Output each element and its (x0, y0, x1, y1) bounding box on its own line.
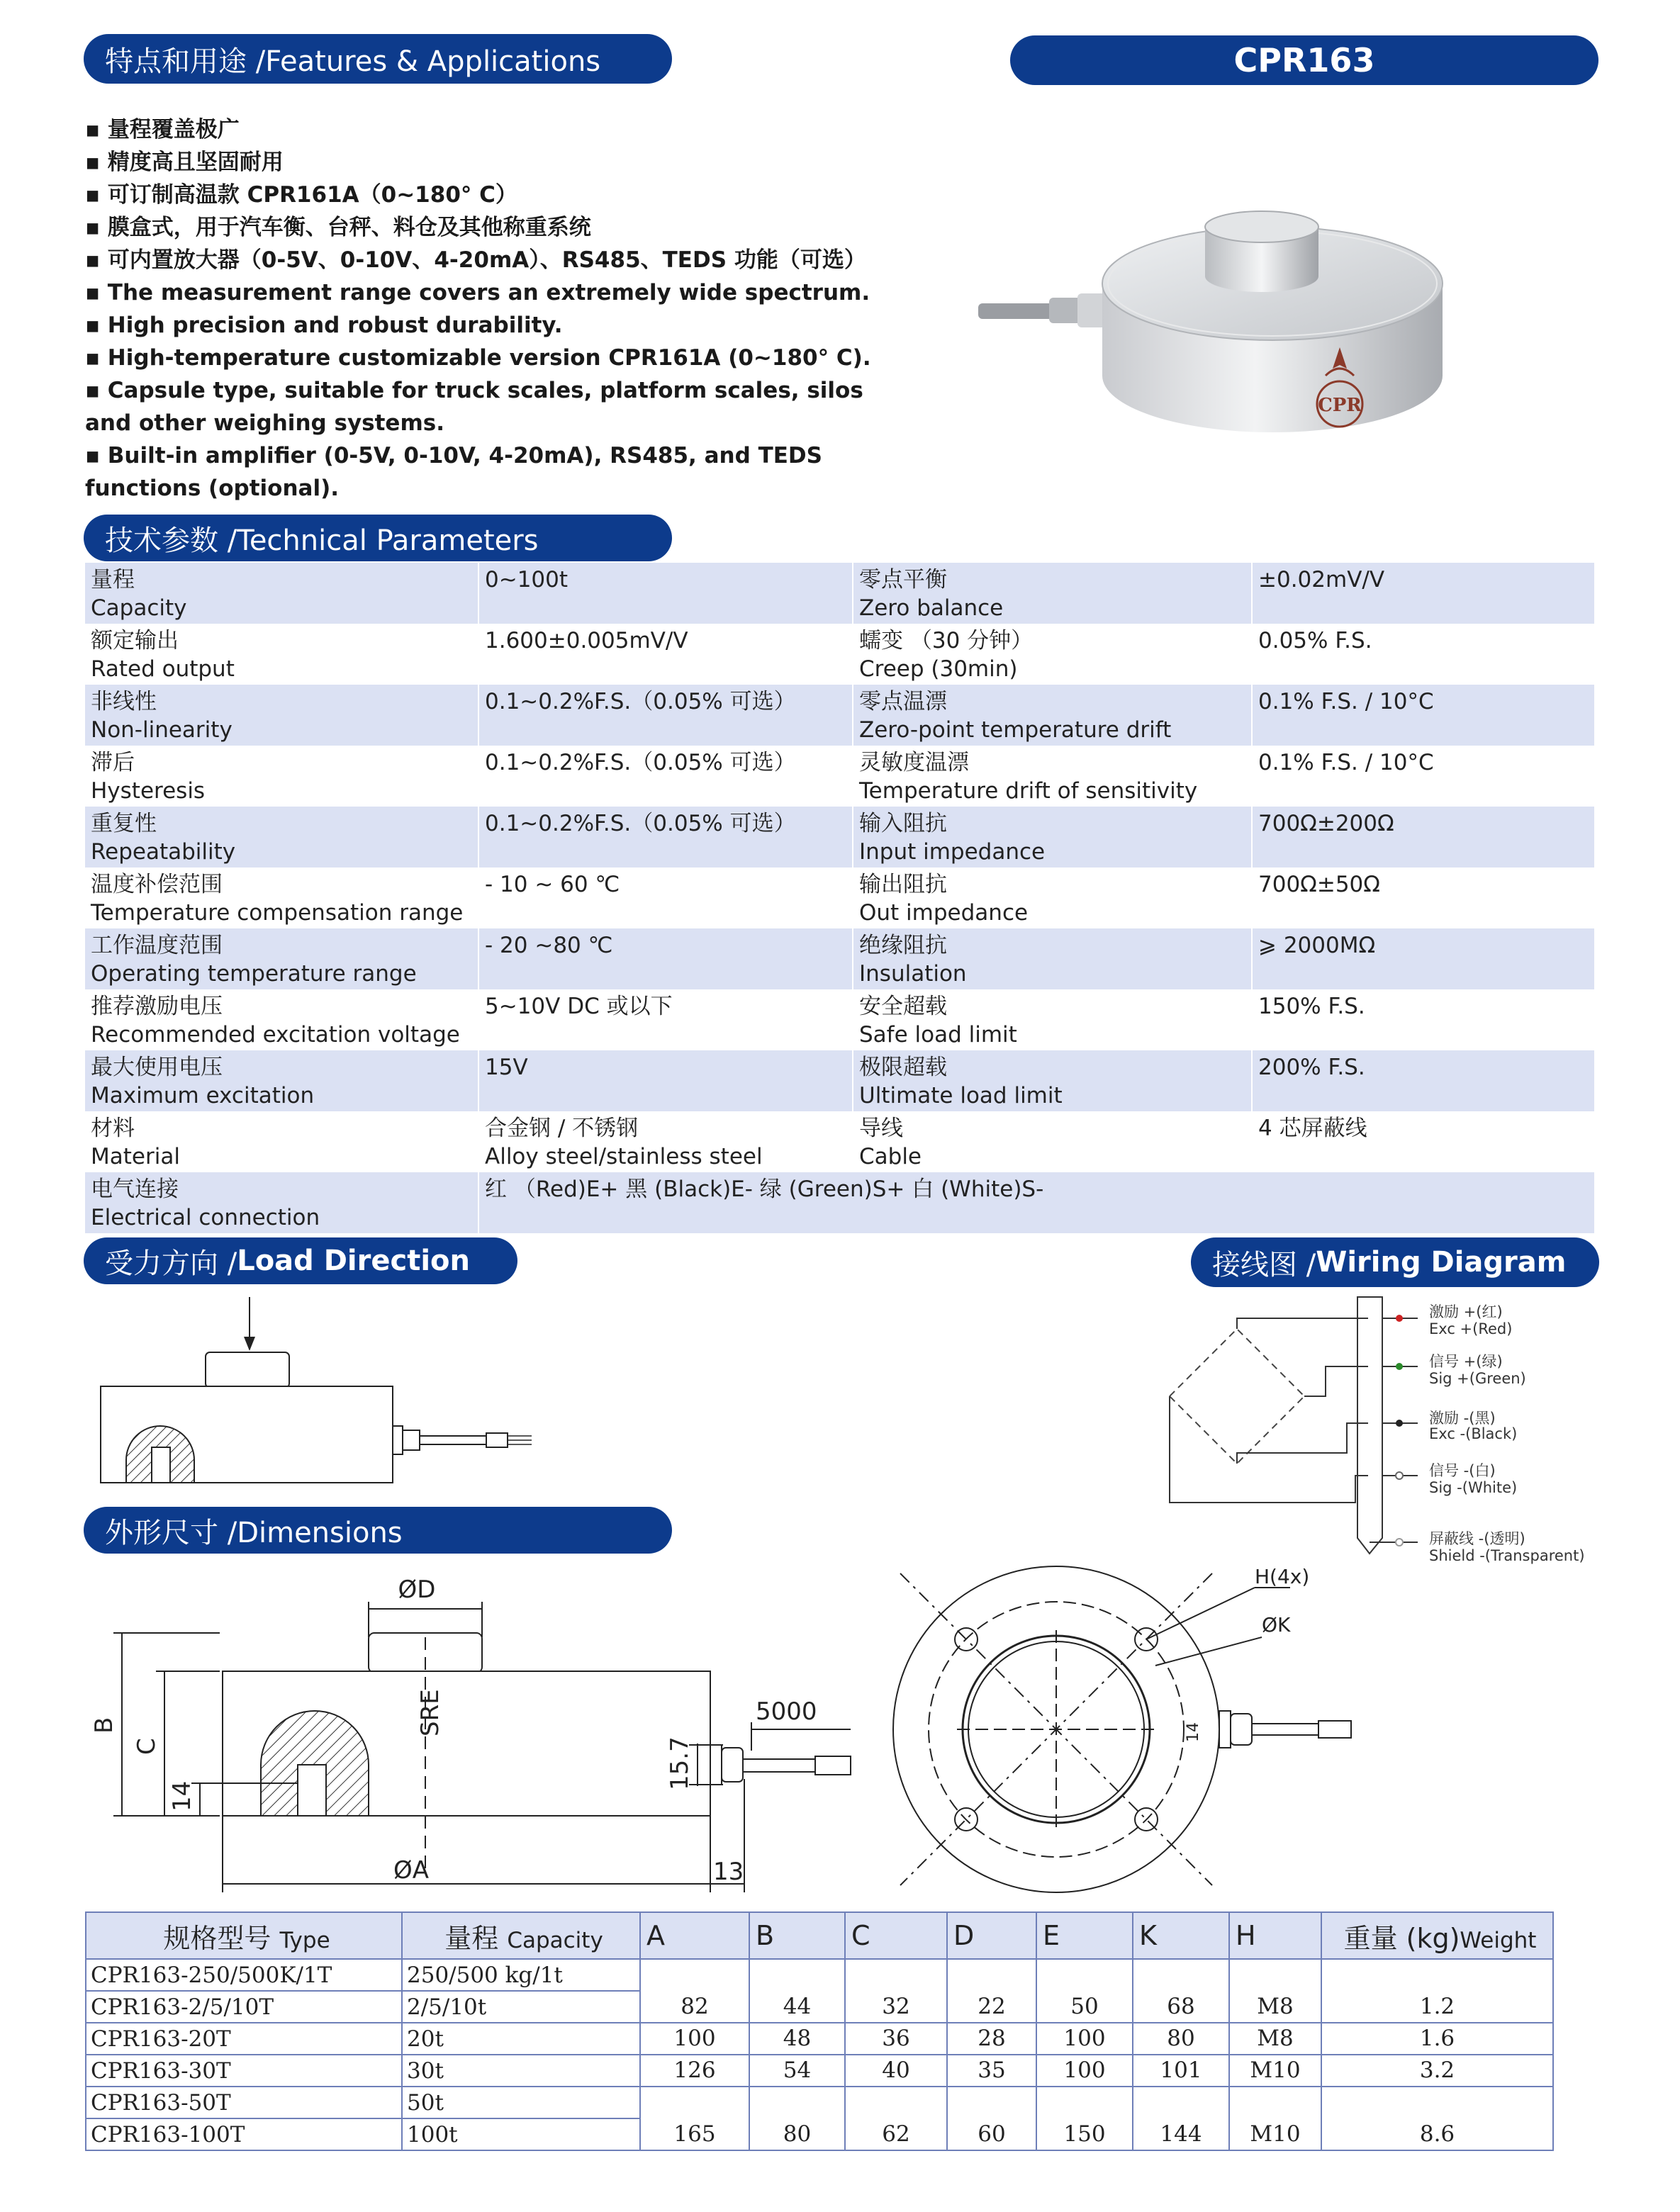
spec-cell-cap: 100t (402, 2118, 640, 2150)
th-k: K (1133, 1912, 1229, 1959)
param-name-en: Hysteresis (91, 778, 206, 804)
param-name-en: Non-linearity (91, 717, 233, 743)
dim-sre-label: SRE (416, 1689, 444, 1736)
tech-cell (853, 1050, 1252, 1111)
wire-label: 信号 -(白) (1429, 1462, 1496, 1479)
tech-cell (85, 989, 478, 1050)
param-value: 1.600±0.005mV/V (485, 628, 688, 653)
feature-item: ▪ 精度高且坚固耐用 (85, 150, 284, 175)
param-value: 700Ω±200Ω (1258, 811, 1394, 836)
param-name-cn: 极限超载 (859, 1055, 947, 1080)
product-photo (971, 198, 1453, 468)
wire-label: 屏蔽线 -(透明) (1429, 1530, 1525, 1547)
spec-cell-b: 44 (749, 1959, 845, 2023)
tech-cell (853, 624, 1252, 685)
wire-label: 激励 -(黑) (1429, 1410, 1496, 1427)
model-header (1010, 35, 1598, 85)
logo-text: CPR (1318, 395, 1362, 416)
spec-cell-type: CPR163-2/5/10T (86, 1991, 402, 2023)
spec-row (86, 2055, 1553, 2087)
tech-cell (478, 1172, 1595, 1233)
param-name-cn: 工作温度范围 (91, 933, 223, 958)
tech-cell (478, 868, 853, 928)
dim-hole-label: H(4x) (1255, 1565, 1310, 1588)
spec-cell-type: CPR163-30T (86, 2055, 402, 2087)
spec-cell-e: 50 (1036, 1959, 1133, 2023)
tech-cell (478, 807, 853, 868)
param-name-en: Ultimate load limit (859, 1083, 1063, 1108)
param-name-en: Recommended excitation voltage (91, 1022, 460, 1048)
tech-cell (85, 563, 478, 624)
tech-row (85, 1172, 1595, 1233)
tech-cell (1252, 807, 1595, 868)
spec-cell-b: 54 (749, 2055, 845, 2087)
feature-item: ▪ High precision and robust durability. (85, 313, 563, 338)
tech-row (85, 1111, 1595, 1172)
param-name-cn: 额定输出 (91, 628, 179, 653)
param-value: 5~10V DC 或以下 (485, 994, 673, 1019)
spec-cell-e: 100 (1036, 2023, 1133, 2055)
spec-cell-type: CPR163-20T (86, 2023, 402, 2055)
spec-cell-h: M8 (1229, 1959, 1321, 2023)
param-value: ⩾ 2000MΩ (1258, 933, 1376, 958)
spec-cell-b: 80 (749, 2087, 845, 2150)
tech-row (85, 868, 1595, 928)
param-value: 4 芯屏蔽线 (1258, 1116, 1367, 1141)
spec-cell-b: 48 (749, 2023, 845, 2055)
th-capacity: 量程 Capacity (402, 1912, 640, 1959)
spec-cell-c: 32 (845, 1959, 947, 2023)
th-c: C (845, 1912, 947, 1959)
dim-c-label: C (133, 1738, 161, 1755)
wiring-header (1191, 1237, 1599, 1287)
param-name-cn: 最大使用电压 (91, 1055, 223, 1080)
param-name-en: Safe load limit (859, 1022, 1017, 1048)
spec-table (85, 1911, 1554, 2151)
model-label: CPR163 (1233, 41, 1375, 79)
param-value: 合金钢 / 不锈钢 (485, 1116, 639, 1141)
wire-label: Exc -(Black) (1429, 1425, 1518, 1442)
param-name-cn: 温度补偿范围 (91, 872, 223, 897)
spec-cell-h: M10 (1229, 2087, 1321, 2150)
th-a: A (640, 1912, 749, 1959)
side-view-drawing (85, 1559, 865, 1899)
tech-row (85, 928, 1595, 989)
dim-cable-label: 5000 (756, 1697, 817, 1726)
param-name-cn: 灵敏度温漂 (859, 750, 969, 775)
spec-row (86, 1959, 1553, 1991)
param-name-en: Temperature drift of sensitivity (859, 778, 1198, 804)
feature-item: ▪ The measurement range covers an extremely wide spectrum. (85, 280, 870, 305)
wire-label: Sig +(Green) (1429, 1370, 1526, 1387)
spec-cell-a: 126 (640, 2055, 749, 2087)
param-value: 15V (485, 1055, 528, 1080)
feature-item: ▪ 可内置放大器（0-5V、0-10V、4-20mA）、RS485、TEDS 功能（可选） (85, 247, 866, 273)
load-cn-label: 受力方向 / (105, 1247, 237, 1280)
spec-cell-d: 22 (947, 1959, 1036, 2023)
wire-label: 信号 +(绿) (1429, 1353, 1503, 1370)
wire-label: 激励 +(红) (1429, 1303, 1503, 1320)
dim-k-label: ØK (1262, 1613, 1291, 1636)
spec-row (86, 2023, 1553, 2055)
spec-cell-k: 101 (1133, 2055, 1229, 2087)
tech-cell (853, 807, 1252, 868)
tech-cell (85, 928, 478, 989)
tech-cell (853, 928, 1252, 989)
feature-item: ▪ High-temperature customizable version CPR161A (0~180° C). (85, 345, 871, 371)
param-name-cn: 推荐激励电压 (91, 994, 223, 1019)
load-en-label: Load Direction (237, 1245, 470, 1277)
tech-cell (1252, 563, 1595, 624)
tech-cell (85, 624, 478, 685)
tech-cell (478, 1111, 853, 1172)
tech-cell (853, 989, 1252, 1050)
param-value: 0.1% F.S. / 10°C (1258, 750, 1434, 775)
param-value: 红 （Red)E+ 黑 (Black)E- 绿 (Green)S+ 白 (White)S- (485, 1177, 1044, 1202)
th-type: 规格型号 Type (86, 1912, 402, 1959)
tech-cell (1252, 868, 1595, 928)
load-direction-drawing (92, 1290, 546, 1495)
dim-r14-label: 14 (1185, 1722, 1202, 1742)
tech-row (85, 989, 1595, 1050)
spec-cell-k: 68 (1133, 1959, 1229, 2023)
param-name-en: Out impedance (859, 900, 1029, 926)
dim-a-label: ØA (393, 1856, 430, 1885)
dim-d-label: ØD (398, 1576, 436, 1604)
wire-label: Sig -(White) (1429, 1479, 1518, 1496)
tech-cell (85, 746, 478, 807)
spec-cell-type: CPR163-250/500K/1T (86, 1959, 402, 1991)
param-name-cn: 绝缘阻抗 (859, 933, 947, 958)
dimensions-header-label: 外形尺寸 /Dimensions (105, 1516, 403, 1549)
param-name-cn: 材料 (91, 1116, 135, 1141)
black-wire-dot (1396, 1420, 1403, 1427)
shield-wire-dot (1396, 1539, 1403, 1546)
spec-cell-h: M8 (1229, 2023, 1321, 2055)
features-header (84, 34, 672, 84)
spec-cell-c: 40 (845, 2055, 947, 2087)
tech-row (85, 685, 1595, 746)
spec-cell-a: 82 (640, 1959, 749, 2023)
param-value: 0.1~0.2%F.S.（0.05% 可选） (485, 811, 796, 836)
tech-cell (478, 685, 853, 746)
feature-item: ▪ Capsule type, suitable for truck scales, platform scales, silos and other weighing systems. (85, 378, 863, 436)
feature-item: ▪ Built-in amplifier (0-5V, 0-10V, 4-20mA), RS485, and TEDS functions (optional). (85, 443, 822, 501)
param-name-cn: 电气连接 (91, 1177, 179, 1202)
param-value: 0.1~0.2%F.S.（0.05% 可选） (485, 750, 796, 775)
spec-cell-cap: 50t (402, 2087, 640, 2118)
tech-cell (853, 563, 1252, 624)
tech-cell (1252, 746, 1595, 807)
white-wire-dot (1396, 1472, 1403, 1479)
dim-b-label: B (90, 1717, 118, 1734)
spec-cell-d: 60 (947, 2087, 1036, 2150)
param-value: 0.1% F.S. / 10°C (1258, 689, 1434, 714)
tech-cell (85, 1111, 478, 1172)
tech-cell (853, 685, 1252, 746)
tech-cell (478, 1050, 853, 1111)
wiring-en-label: Wiring Diagram (1316, 1246, 1567, 1279)
tech-cell (478, 563, 853, 624)
spec-cell-a: 100 (640, 2023, 749, 2055)
param-name-cn: 安全超载 (859, 994, 947, 1019)
spec-cell-cap: 20t (402, 2023, 640, 2055)
top-view-drawing (872, 1559, 1411, 1899)
spec-cell-a: 165 (640, 2087, 749, 2150)
th-e: E (1036, 1912, 1133, 1959)
tech-header (84, 515, 672, 561)
tech-cell (1252, 1111, 1595, 1172)
load-arrow-icon (244, 1297, 255, 1351)
wire-label: Shield -(Transparent) (1429, 1547, 1585, 1564)
param-name-en: Material (91, 1144, 180, 1169)
tech-row (85, 563, 1595, 624)
th-d: D (947, 1912, 1036, 1959)
tech-cell (1252, 624, 1595, 685)
th-weight: 重量 (kg)Weight (1321, 1912, 1553, 1959)
param-name-cn: 输出阻抗 (859, 872, 947, 897)
tech-row (85, 807, 1595, 868)
param-value: 200% F.S. (1258, 1055, 1365, 1080)
feature-item: ▪ 量程覆盖极广 (85, 117, 240, 142)
dim-14-label: 14 (168, 1780, 196, 1812)
feature-item: ▪ 可订制高温款 CPR161A（0~180° C） (85, 182, 517, 208)
param-name-cn: 导线 (859, 1116, 903, 1141)
tech-cell (85, 807, 478, 868)
param-name-en: Repeatability (91, 839, 236, 865)
tech-header-label: 技术参数 /Technical Parameters (105, 524, 539, 557)
param-name-en: Maximum excitation (91, 1083, 315, 1108)
tech-row (85, 624, 1595, 685)
param-name-en: Capacity (91, 595, 187, 621)
tech-row (85, 1050, 1595, 1111)
spec-cell-d: 35 (947, 2055, 1036, 2087)
param-name-en: Creep (30min) (859, 656, 1018, 682)
spec-cell-type: CPR163-50T (86, 2087, 402, 2118)
param-name-en: Electrical connection (91, 1205, 320, 1230)
spec-cell-cap: 250/500 kg/1t (402, 1959, 640, 1991)
param-name-cn: 非线性 (91, 689, 157, 714)
param-name-cn: 输入阻抗 (859, 811, 947, 836)
spec-cell-e: 150 (1036, 2087, 1133, 2150)
load-direction-header (84, 1237, 517, 1284)
spec-cell-k: 144 (1133, 2087, 1229, 2150)
param-value: - 10 ~ 60 ℃ (485, 872, 620, 897)
spec-cell-cap: 2/5/10t (402, 1991, 640, 2023)
spec-header-row (86, 1912, 1553, 1959)
tech-cell (853, 1111, 1252, 1172)
dim-13-label: 13 (713, 1858, 744, 1886)
spec-cell-h: M10 (1229, 2055, 1321, 2087)
param-value: 150% F.S. (1258, 994, 1365, 1019)
features-header-label: 特点和用途 /Features & Applications (105, 45, 601, 78)
tech-cell (85, 1172, 478, 1233)
param-value: 0.1~0.2%F.S.（0.05% 可选） (485, 689, 796, 714)
tech-cell (85, 685, 478, 746)
spec-cell-w: 1.6 (1321, 2023, 1553, 2055)
spec-cell-w: 3.2 (1321, 2055, 1553, 2087)
tech-row (85, 746, 1595, 807)
tech-cell (1252, 1050, 1595, 1111)
spec-cell-w: 8.6 (1321, 2087, 1553, 2150)
spec-cell-c: 36 (845, 2023, 947, 2055)
tech-params-table (85, 563, 1596, 1233)
spec-cell-k: 80 (1133, 2023, 1229, 2055)
wire-label: Exc +(Red) (1429, 1320, 1513, 1337)
features-list (85, 113, 900, 505)
tech-cell (1252, 685, 1595, 746)
tech-cell (478, 989, 853, 1050)
spec-row (86, 2087, 1553, 2118)
tech-cell (478, 746, 853, 807)
tech-cell (478, 928, 853, 989)
tech-cell (853, 868, 1252, 928)
spec-cell-e: 100 (1036, 2055, 1133, 2087)
param-name-cn: 量程 (91, 567, 135, 593)
param-name-en: Input impedance (859, 839, 1046, 865)
param-value: 0~100t (485, 567, 569, 593)
param-name-cn: 滞后 (91, 750, 135, 775)
param-name-en: Insulation (859, 961, 967, 987)
spec-cell-cap: 30t (402, 2055, 640, 2087)
param-value: - 20 ~80 ℃ (485, 933, 613, 958)
spec-cell-type: CPR163-100T (86, 2118, 402, 2150)
param-name-en: Rated output (91, 656, 235, 682)
tech-cell (1252, 989, 1595, 1050)
param-name-cn: 零点平衡 (859, 567, 947, 593)
tech-cell (1252, 928, 1595, 989)
param-value: Alloy steel/stainless steel (485, 1144, 763, 1169)
param-name-en: Operating temperature range (91, 961, 417, 987)
param-name-cn: 重复性 (91, 811, 157, 836)
param-value: 0.05% F.S. (1258, 628, 1372, 653)
th-b: B (749, 1912, 845, 1959)
param-value: 700Ω±50Ω (1258, 872, 1380, 897)
wiring-cn-label: 接线图 / (1212, 1248, 1316, 1281)
spec-cell-c: 62 (845, 2087, 947, 2150)
spec-cell-d: 28 (947, 2023, 1036, 2055)
dim-157-label: 15.7 (666, 1736, 694, 1790)
tech-cell (85, 1050, 478, 1111)
spec-cell-w: 1.2 (1321, 1959, 1553, 2023)
dimensions-header (84, 1507, 672, 1554)
tech-cell (478, 624, 853, 685)
param-name-en: Zero-point temperature drift (859, 717, 1172, 743)
green-wire-dot (1396, 1363, 1403, 1370)
param-name-cn: 蠕变 （30 分钟） (859, 628, 1034, 653)
param-name-en: Temperature compensation range (91, 900, 464, 926)
param-name-en: Cable (859, 1144, 922, 1169)
tech-cell (85, 868, 478, 928)
param-name-cn: 零点温漂 (859, 689, 947, 714)
red-wire-dot (1396, 1315, 1403, 1322)
tech-cell (853, 746, 1252, 807)
th-h: H (1229, 1912, 1321, 1959)
param-name-en: Zero balance (859, 595, 1004, 621)
param-value: ±0.02mV/V (1258, 567, 1385, 593)
feature-item: ▪ 膜盒式，用于汽车衡、台秤、料仓及其他称重系统 (85, 215, 591, 240)
wiring-diagram (1155, 1290, 1609, 1573)
